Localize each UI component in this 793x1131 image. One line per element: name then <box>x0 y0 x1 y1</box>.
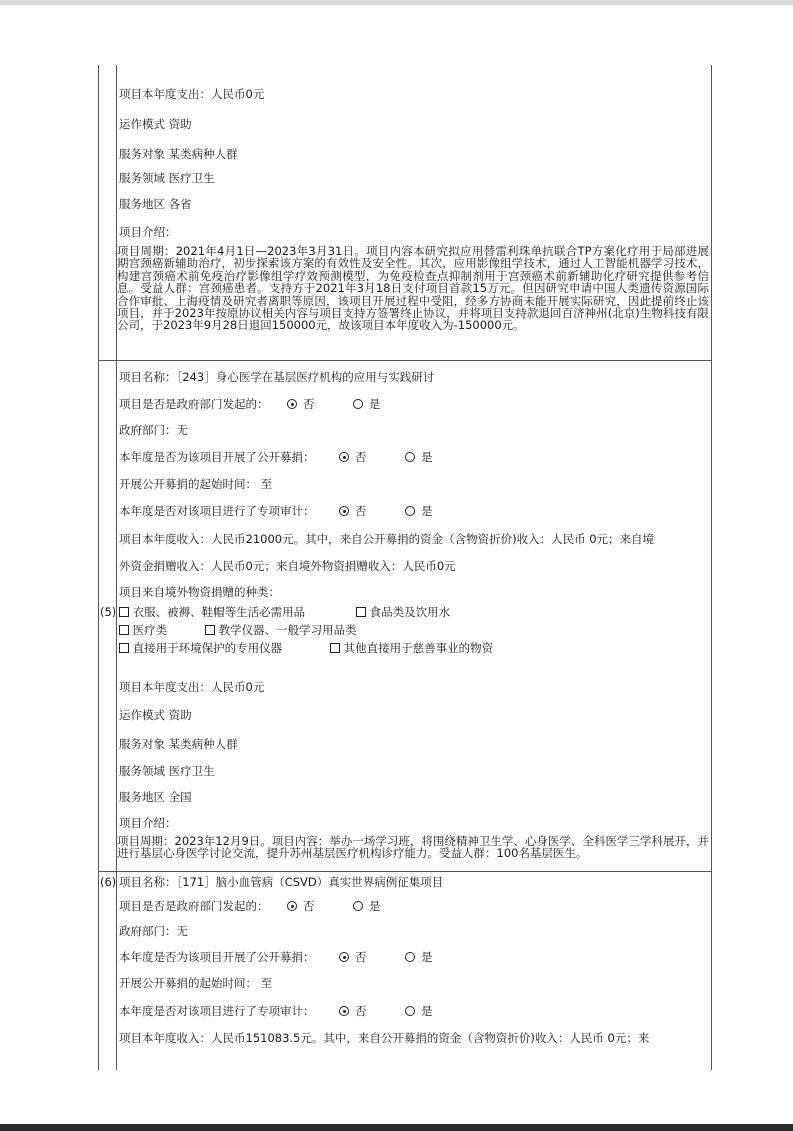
project-target: 服务对象 某类病种人群 <box>119 147 238 161</box>
radio-yes-label: 是 <box>421 504 433 518</box>
goods-option: 衣服、被褥、鞋帽等生活必需用品 <box>132 605 306 619</box>
fundraising-period: 开展公开募捐的起始时间： 至 <box>119 976 273 990</box>
radio-yes-icon[interactable] <box>405 452 415 462</box>
special-audit-question: 本年度是否对该项目进行了专项审计： <box>119 504 315 518</box>
radio-yes-icon[interactable] <box>405 952 415 962</box>
radio-yes-icon[interactable] <box>353 901 363 911</box>
project-region: 服务地区 各省 <box>119 197 192 211</box>
row-index-5: (5) <box>100 605 117 619</box>
radio-no-label: 否 <box>303 397 315 411</box>
goods-checkbox-medical <box>119 624 167 637</box>
row-divider-5 <box>98 360 711 361</box>
fundraising-period: 开展公开募捐的起始时间： 至 <box>119 477 273 491</box>
radio-no-selected-icon[interactable] <box>287 901 297 911</box>
income-line-1: 项目本年度收入：人民币151083.5元。其中，来自公开募捐的资金（含物资折价)收入：人民币 0元；来 <box>119 1031 650 1045</box>
checkbox-icon[interactable] <box>356 607 366 617</box>
table-left-border <box>98 65 99 1070</box>
special-audit-question: 本年度是否对该项目进行了专项审计： <box>119 1004 315 1018</box>
project-mode: 运作模式 资助 <box>119 117 192 131</box>
table-inner-border <box>116 65 117 1070</box>
project-name: 项目名称：［243］身心医学在基层医疗机构的应用与实践研讨 <box>119 370 435 384</box>
gov-initiated-question: 项目是否是政府部门发起的： <box>119 397 269 411</box>
special-audit-radio-group <box>339 505 459 519</box>
special-audit-radio-group <box>339 1005 459 1019</box>
project-target: 服务对象 某类病种人群 <box>119 737 238 751</box>
goods-option: 食品类及饮用水 <box>369 605 451 619</box>
bottom-edge <box>0 1124 793 1131</box>
gov-dept: 政府部门：无 <box>119 924 188 938</box>
gov-initiated-radio-group <box>287 398 407 412</box>
public-fundraising-radio-group <box>339 951 459 965</box>
project-intro-text: 项目周期：2023年12月9日。项目内容：举办一场学习班，将围绕精神卫生学、心身医学、全科医学三学科展开，并进行基层心身医学讨论交流，提升苏州基层医疗机构诊疗能力。受益人群：100名基层医生。 <box>117 834 709 861</box>
project-expense: 项目本年度支出：人民币0元 <box>119 87 265 101</box>
radio-no-label: 否 <box>355 450 367 464</box>
radio-no-label: 否 <box>355 504 367 518</box>
goods-checkbox-other <box>330 642 493 655</box>
checkbox-icon[interactable] <box>119 625 129 635</box>
radio-no-label: 否 <box>355 950 367 964</box>
project-intro-label: 项目介绍： <box>119 225 177 239</box>
gov-dept: 政府部门：无 <box>119 423 188 437</box>
top-edge <box>0 0 793 5</box>
checkbox-icon[interactable] <box>205 625 215 635</box>
project-field: 服务领域 医疗卫生 <box>119 171 215 185</box>
radio-yes-icon[interactable] <box>353 399 363 409</box>
goods-checkbox-teaching <box>205 624 357 637</box>
table-right-border <box>711 65 712 1070</box>
radio-yes-label: 是 <box>369 899 381 913</box>
goods-checkbox-row-1 <box>119 606 305 619</box>
radio-yes-icon[interactable] <box>405 506 415 516</box>
checkbox-icon[interactable] <box>119 607 129 617</box>
public-fundraising-question: 本年度是否为该项目开展了公开募捐： <box>119 450 315 464</box>
radio-yes-label: 是 <box>421 1004 433 1018</box>
radio-yes-label: 是 <box>421 450 433 464</box>
public-fundraising-question: 本年度是否为该项目开展了公开募捐： <box>119 950 315 964</box>
radio-no-selected-icon[interactable] <box>339 952 349 962</box>
project-expense: 项目本年度支出：人民币0元 <box>119 680 265 694</box>
goods-type-label: 项目来自境外物资捐赠的种类： <box>119 585 280 599</box>
radio-no-label: 否 <box>303 899 315 913</box>
project-field: 服务领域 医疗卫生 <box>119 764 215 778</box>
radio-no-selected-icon[interactable] <box>339 452 349 462</box>
radio-no-selected-icon[interactable] <box>287 399 297 409</box>
project-name: 项目名称：［171］脑小血管病（CSVD）真实世界病例征集项目 <box>119 875 444 889</box>
project-region: 服务地区 全国 <box>119 790 192 804</box>
goods-checkbox-food <box>356 606 450 619</box>
gov-initiated-question: 项目是否是政府部门发起的： <box>119 899 269 913</box>
radio-no-selected-icon[interactable] <box>339 506 349 516</box>
goods-option: 教学仪器、一般学习用品类 <box>218 623 357 637</box>
checkbox-icon[interactable] <box>330 643 340 653</box>
project-intro-text: 项目周期：2021年4月1日—2023年3月31日。项目内容本研究拟应用替雷利珠单抗联合TP方案化疗用于局部进展期宫颈癌新辅助治疗，初步探索该方案的有效性及安全性。其次，应用影像组学技术，通过人工智能机器学习技术，构建宫颈癌术前免疫治疗影像组学疗效预测模型，为免疫检查点抑制剂用于宫颈癌术前新辅助化疗研究提供参考信息。受益人群：宫颈癌患者。支持方于2021年3月18日支付项目首款15万元。但因研究申请中国人类遗传资源国际合作审批、上海疫情及研究者离职等原因，该项目开展过程中受阻，经多方协商未能开展实际研究，因此提前终止该项目，并于2023年按原协议相关内容与项目支持方签署终止协议，并将项目支持款退回百济神州(北京)生物科技有限公司，于2023年9月28日退回150000元，故该项目本年度收入为-150000元。 <box>117 244 709 333</box>
goods-option: 其他直接用于慈善事业的物资 <box>343 641 494 655</box>
public-fundraising-radio-group <box>339 451 459 465</box>
radio-no-selected-icon[interactable] <box>339 1006 349 1016</box>
radio-yes-icon[interactable] <box>405 1006 415 1016</box>
project-intro-label: 项目介绍： <box>119 816 177 830</box>
radio-yes-label: 是 <box>421 950 433 964</box>
checkbox-icon[interactable] <box>119 643 129 653</box>
goods-option: 直接用于环境保护的专用仪器 <box>132 641 283 655</box>
income-line-2: 外资金捐赠收入：人民币0元；来自境外物资捐赠收入：人民币0元 <box>119 559 456 573</box>
row-divider-6 <box>98 871 711 872</box>
row-index-6: (6) <box>100 875 117 889</box>
radio-yes-label: 是 <box>369 397 381 411</box>
gov-initiated-radio-group <box>287 900 407 914</box>
goods-checkbox-environment <box>119 642 282 655</box>
project-mode: 运作模式 资助 <box>119 708 192 722</box>
goods-option: 医疗类 <box>132 623 168 637</box>
radio-no-label: 否 <box>355 1004 367 1018</box>
income-line-1: 项目本年度收入：人民币21000元。其中，来自公开募捐的资金（含物资折价)收入：人民币 0元；来自境 <box>119 532 655 546</box>
